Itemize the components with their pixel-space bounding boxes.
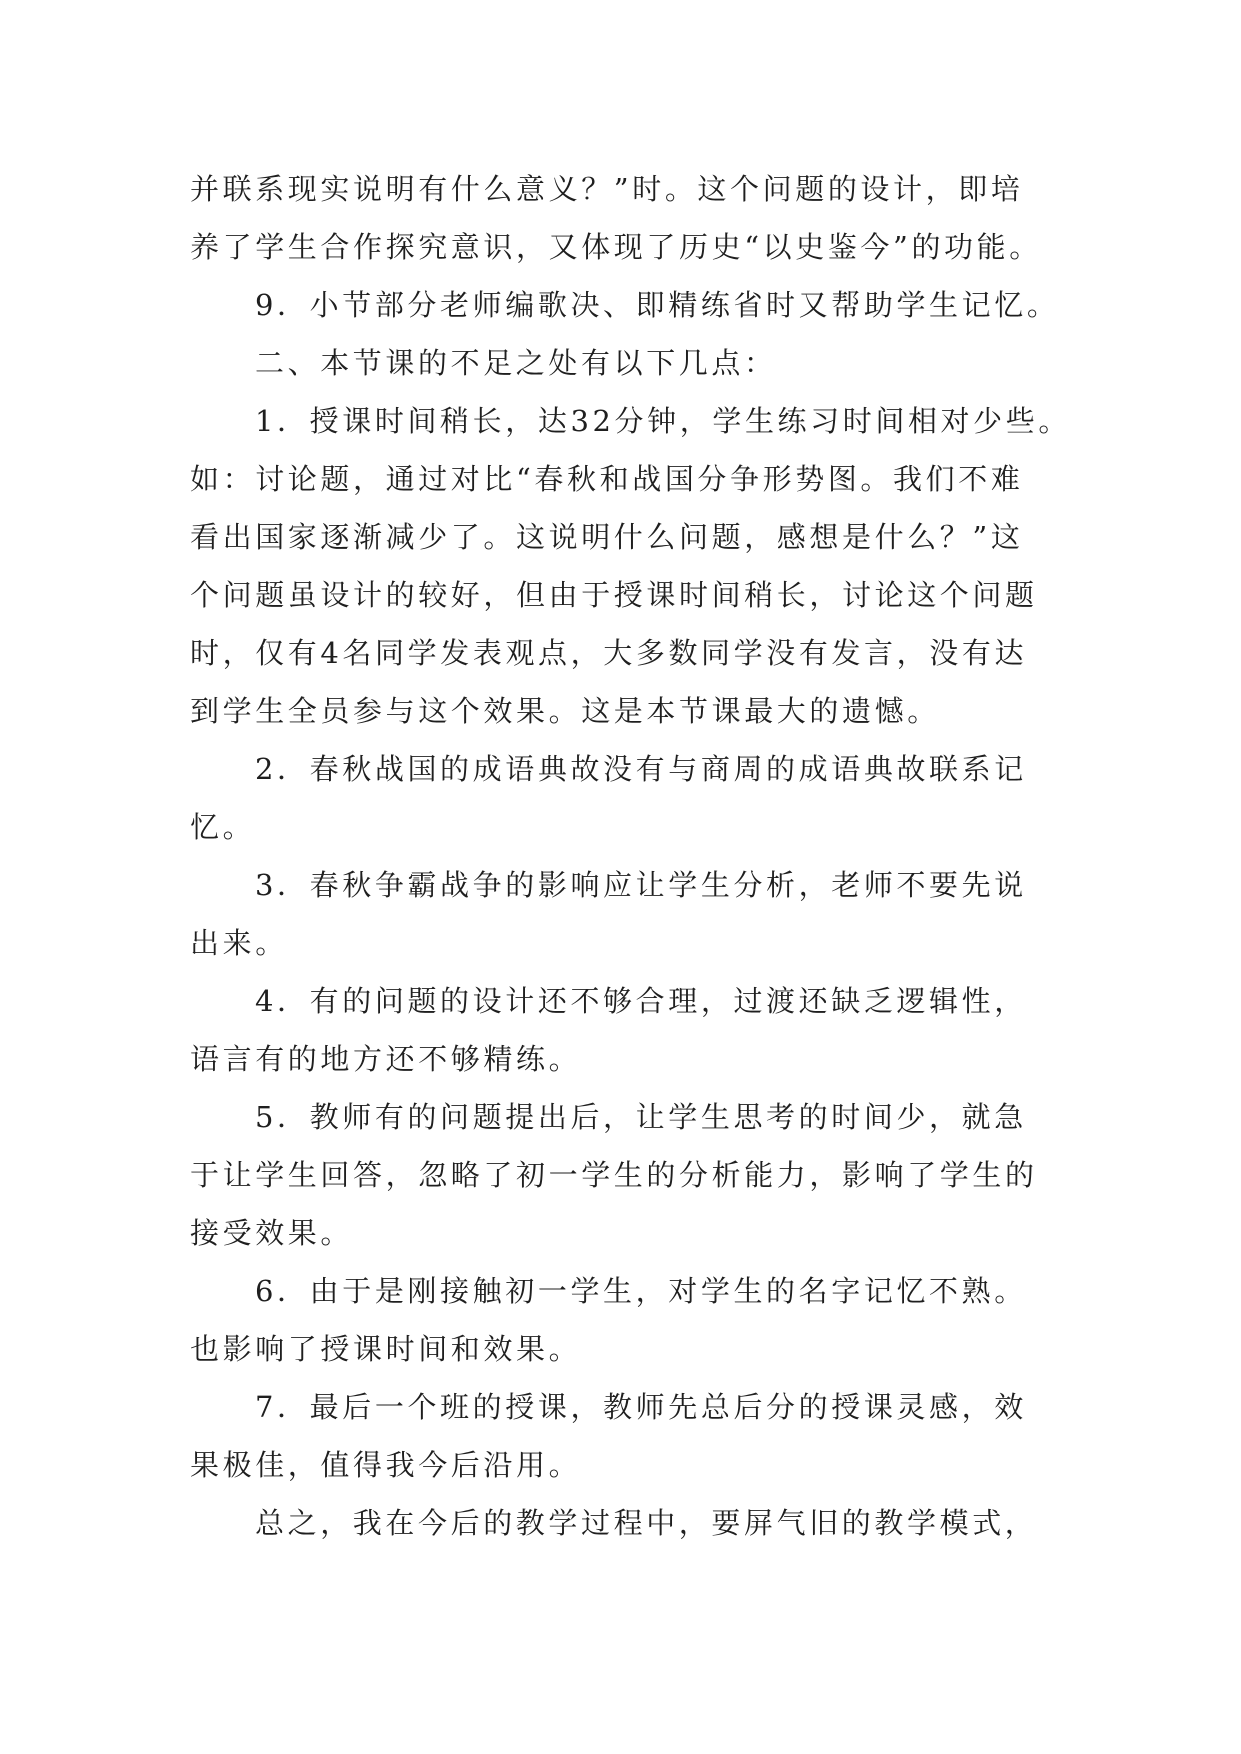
document-body: [190, 160, 1070, 1552]
list-item-6: 6．由于是刚接触初一学生，对学生的名字记忆不熟。: [255, 1274, 1027, 1308]
text-line: 接受效果。: [190, 1216, 354, 1250]
list-item-5: 5．教师有的问题提出后，让学生思考的时间少，就急: [255, 1100, 1027, 1134]
section-heading: 二、本节课的不足之处有以下几点：: [255, 346, 777, 380]
text-line: 时，仅有4名同学发表观点，大多数同学没有发言，没有达: [190, 636, 1028, 670]
text-line: 于让学生回答，忽略了初一学生的分析能力，影响了学生的: [190, 1158, 1038, 1192]
text-line: 个问题虽设计的较好，但由于授课时间稍长，讨论这个问题: [190, 578, 1038, 612]
list-item-2: 2．春秋战国的成语典故没有与商周的成语典故联系记: [255, 752, 1027, 786]
text-line: 忆。: [190, 810, 256, 844]
list-item-7: 7．最后一个班的授课，教师先总后分的授课灵感，效: [255, 1390, 1027, 1424]
text-line: 到学生全员参与这个效果。这是本节课最大的遗憾。: [190, 694, 940, 728]
list-item-4: 4．有的问题的设计还不够合理，过渡还缺乏逻辑性，: [255, 984, 1027, 1018]
conclusion-line: 总之，我在今后的教学过程中，要屏气旧的教学模式，: [255, 1506, 1038, 1540]
text-line: 语言有的地方还不够精练。: [190, 1042, 582, 1076]
text-line: 并联系现实说明有什么意义？”时。这个问题的设计，即培: [190, 172, 1024, 206]
list-item-1: 1．授课时间稍长，达32分钟，学生练习时间相对少些。: [255, 404, 1071, 438]
text-line: 养了学生合作探究意识，又体现了历史“以史鉴今”的功能。: [190, 230, 1042, 264]
text-line: 看出国家逐渐减少了。这说明什么问题，感想是什么？”这: [190, 520, 1024, 554]
text-line: 也影响了授课时间和效果。: [190, 1332, 582, 1366]
text-line: 如：讨论题，通过对比“春秋和战国分争形势图。我们不难: [190, 462, 1024, 496]
text-line: 果极佳，值得我今后沿用。: [190, 1448, 582, 1482]
list-item-9: 9．小节部分老师编歌决、即精练省时又帮助学生记忆。: [255, 288, 1060, 322]
text-line: 出来。: [190, 926, 288, 960]
list-item-3: 3．春秋争霸战争的影响应让学生分析，老师不要先说: [255, 868, 1027, 902]
